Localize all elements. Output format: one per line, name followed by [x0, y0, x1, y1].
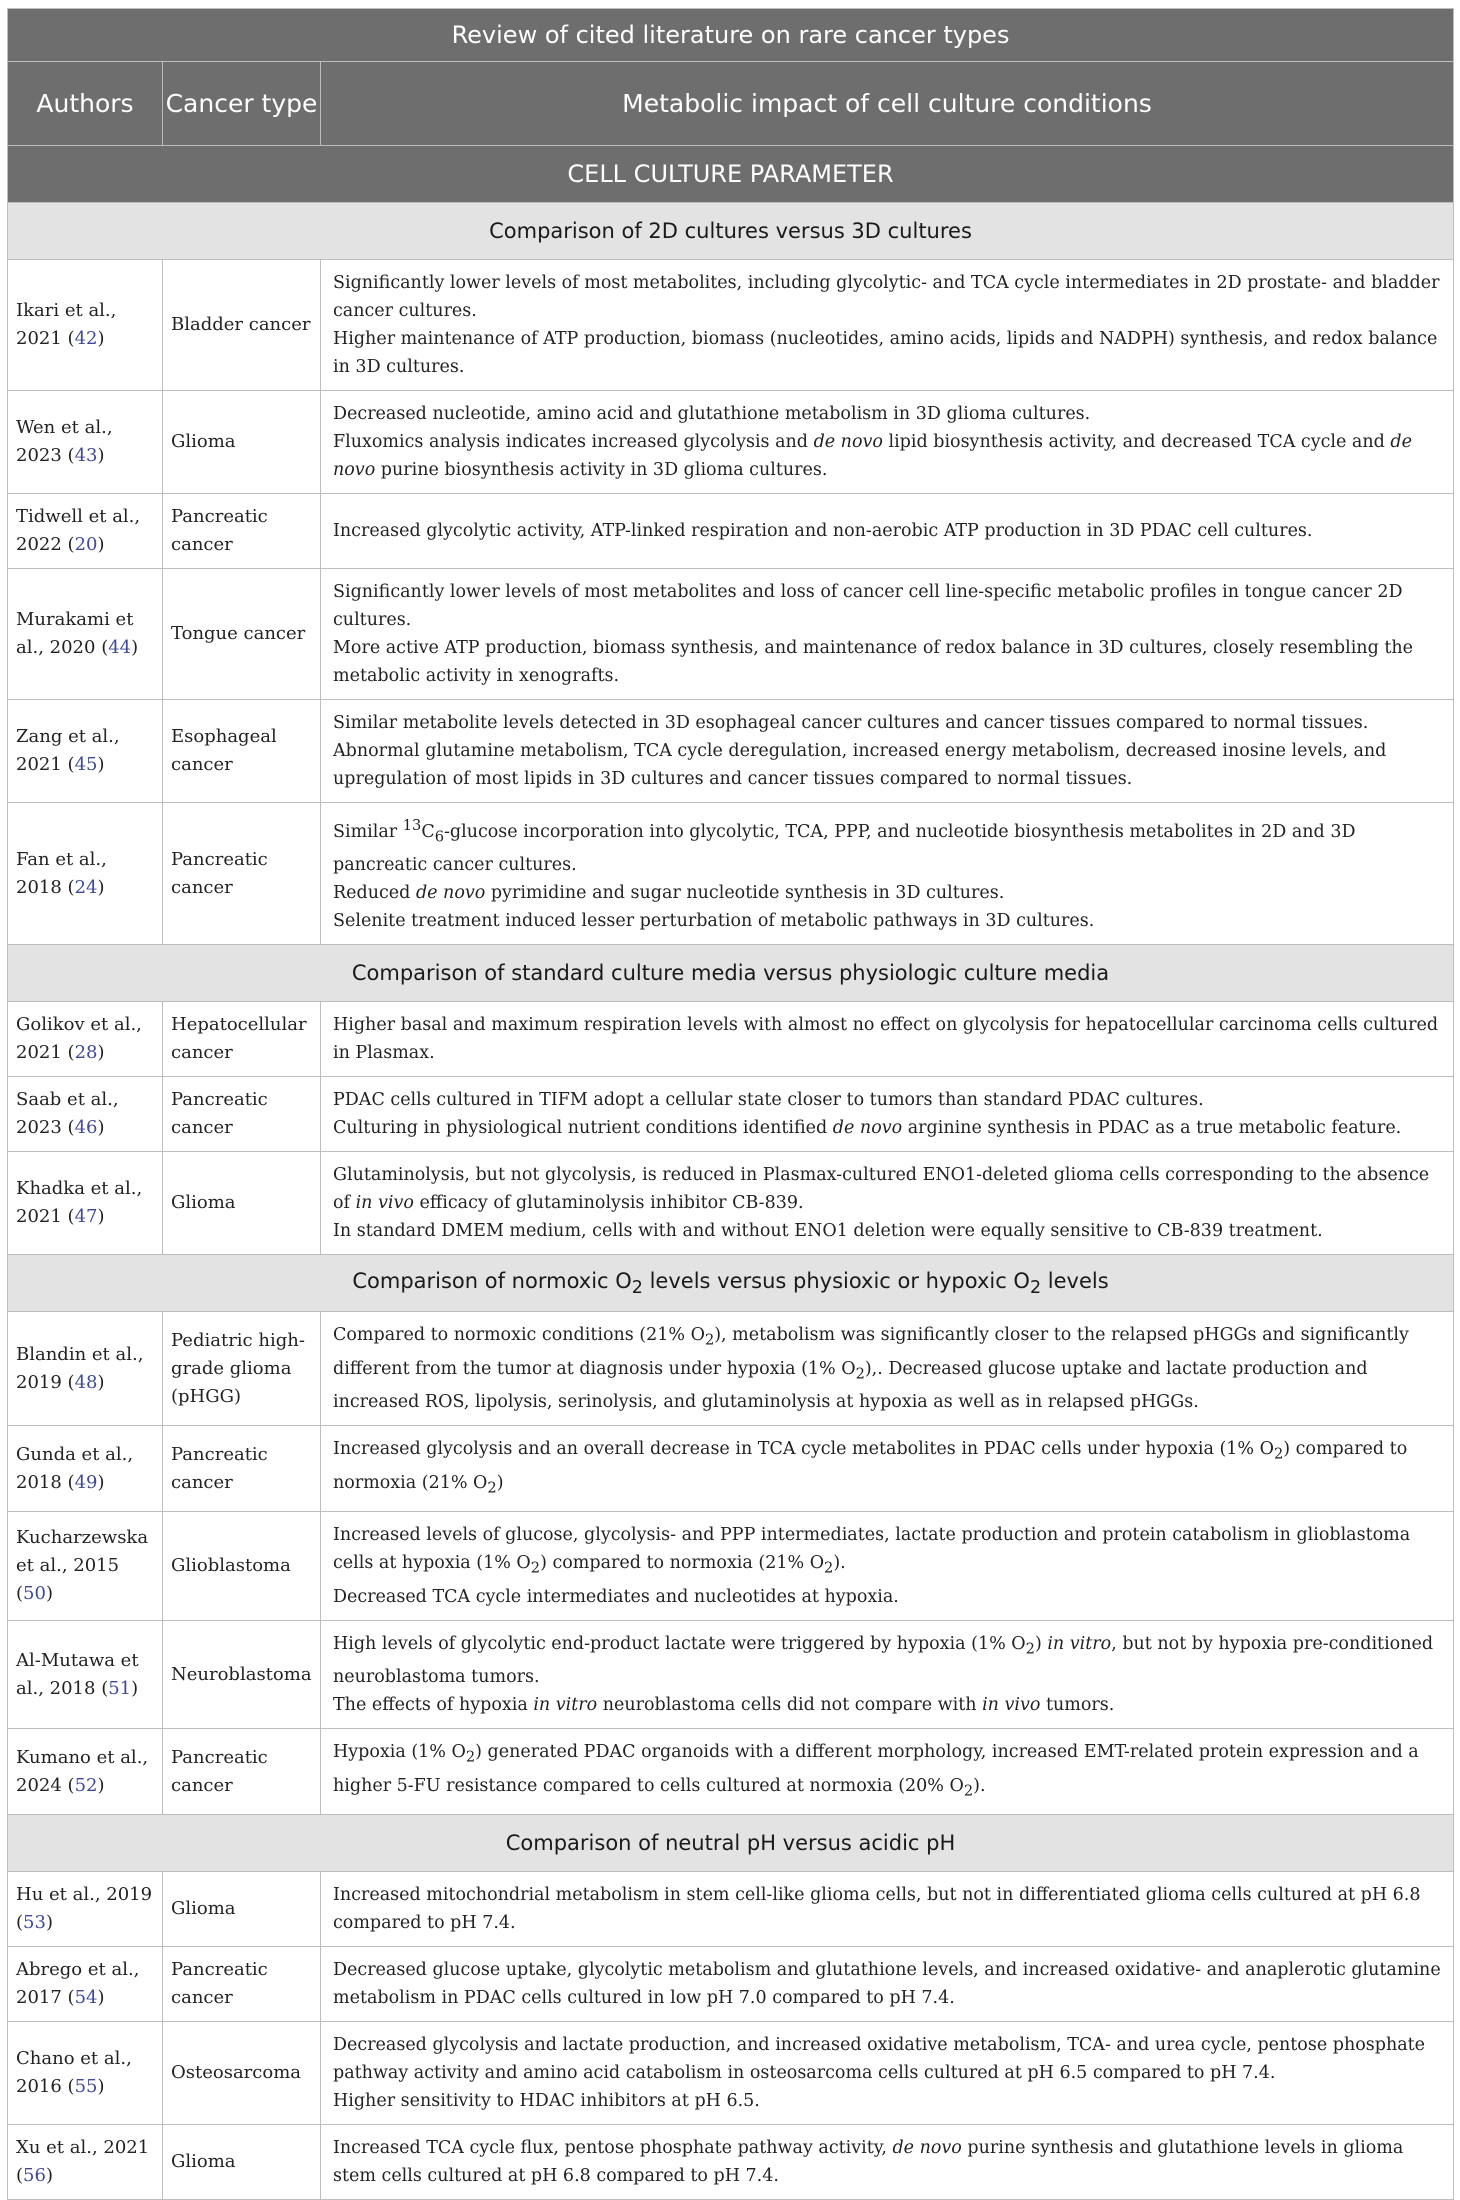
author-text: Kucharzewska et al., 2015	[16, 1527, 149, 1577]
impact-line: Similar $^{13}C_6$-glucose incorporation into glycolytic, TCA, PPP, and nucleotide biosynthesis metabolites in 2D and 3D pancreatic cancer cultures.	[333, 817, 1356, 876]
author-cell: Blandin et al., 2019 (48)	[8, 1312, 163, 1426]
metabolic-impact-cell	[321, 1426, 1454, 1512]
impact-line: High levels of glycolytic end-product lactate were triggered by hypoxia (1% $O_2$) in vitro, but not by hypoxia pre-conditioned neuroblastoma tumors.	[333, 1633, 1434, 1688]
author-text: Wen et al., 2023	[16, 417, 113, 466]
author-text: Murakami et al., 2020	[16, 609, 134, 658]
citation-ref: 45	[74, 754, 98, 775]
impact-line: More active ATP production, biomass synthesis, and maintenance of redox balance in 3D cultures, closely resembling the metabolic activity in xenografts.	[333, 638, 1414, 686]
author-cell: Khadka et al., 2021 (47)	[8, 1152, 163, 1255]
impact-line: Culturing in physiological nutrient conditions identified de novo arginine synthesis in PDAC as a true metabolic feature.	[333, 1118, 1402, 1139]
impact-line: Significantly lower levels of most metabolites, including glycolytic- and TCA cycle intermediates in 2D prostate- and bladder cancer cultures.	[333, 273, 1440, 321]
author-text: Kumano et al., 2024	[16, 1746, 149, 1796]
metabolic-impact-cell	[321, 1002, 1454, 1077]
impact-line: Abnormal glutamine metabolism, TCA cycle deregulation, increased energy metabolism, decreased inosine levels, and upregulation of most lipids in 3D cultures and cancer tissues compared to normal tissues.	[333, 741, 1387, 789]
cancer-type-cell: Neuroblastoma	[163, 1620, 321, 1729]
column-header-authors: Authors	[8, 62, 163, 146]
impact-line: Decreased glycolysis and lactate production, and increased oxidative metabolism, TCA- and urea cycle, pentose phosphate pathway activity and amino acid catabolism in osteosarcoma cells cultured at pH 6.5 compared to pH 7.4.	[333, 2035, 1426, 2084]
metabolic-impact-cell	[321, 1312, 1454, 1426]
citation-ref: 46	[74, 1117, 98, 1139]
impact-line: Higher basal and maximum respiration levels with almost no effect on glycolysis for hepatocellular carcinoma cells cultured in Plasmax.	[333, 1015, 1439, 1064]
author-cell: Kucharzewska et al., 2015 (50)	[8, 1512, 163, 1621]
table-row	[8, 569, 1454, 700]
author-text: Saab et al., 2023	[16, 1089, 119, 1139]
table-row	[8, 1152, 1454, 1255]
table-row	[8, 1426, 1454, 1512]
impact-line: Decreased glucose uptake, glycolytic metabolism and glutathione levels, and increased oxidative- and anaplerotic glutamine metabolism in PDAC cells cultured in low pH 7.0 compared to pH 7.4.	[333, 1960, 1441, 2009]
metabolic-impact-cell	[321, 1947, 1454, 2022]
impact-line: Significantly lower levels of most metabolites and loss of cancer cell line-specific metabolic profiles in tongue cancer 2D cultures.	[333, 582, 1403, 630]
cancer-type-cell: Pancreatic cancer	[163, 1729, 321, 1815]
impact-line: Increased glycolytic activity, ATP-linked respiration and non-aerobic ATP production in 3D PDAC cell cultures.	[333, 521, 1313, 541]
author-text: Xu et al., 2021	[16, 2137, 150, 2159]
table-title: Review of cited literature on rare cancer types	[8, 9, 1454, 62]
citation-ref: 54	[74, 1987, 98, 2009]
author-text: Blandin et al., 2019	[16, 1343, 144, 1393]
table-row	[8, 2022, 1454, 2125]
cancer-type-cell: Glioma	[163, 2125, 321, 2200]
citation-ref: 56	[23, 2165, 46, 2187]
citation-ref: 51	[108, 1677, 132, 1699]
cancer-type-cell: Tongue cancer	[163, 569, 321, 700]
cancer-type-cell: Pancreatic cancer	[163, 1077, 321, 1152]
impact-line: Higher maintenance of ATP production, biomass (nucleotides, amino acids, lipids and NADPH) synthesis, and redox balance in 3D cultures.	[333, 329, 1438, 377]
author-text: Gunda et al., 2018	[16, 1443, 134, 1493]
metabolic-impact-cell	[321, 1512, 1454, 1621]
citation-ref: 42	[74, 328, 98, 349]
impact-line: Reduced de novo pyrimidine and sugar nucleotide synthesis in 3D cultures.	[333, 883, 1005, 904]
metabolic-impact-cell	[321, 1872, 1454, 1947]
author-cell: Gunda et al., 2018 (49)	[8, 1426, 163, 1512]
author-cell: Al-Mutawa et al., 2018 (51)	[8, 1620, 163, 1729]
author-text: Zang et al., 2021	[16, 726, 120, 775]
impact-line: Hypoxia (1% $O_2$) generated PDAC organoids with a different morphology, increased EMT-related protein expression and a higher 5-FU resistance compared to cells cultured at normoxia (20% $O_2$).	[333, 1742, 1419, 1800]
impact-line: Glutaminolysis, but not glycolysis, is reduced in Plasmax-cultured ENO1-deleted glioma cells corresponding to the absence of in vivo efficacy of glutaminolysis inhibitor CB-839.	[333, 1165, 1430, 1214]
table-row	[8, 1872, 1454, 1947]
author-cell: Fan et al., 2018 (24)	[8, 803, 163, 945]
author-text: Abrego et al., 2017	[16, 1959, 140, 2009]
table-row	[8, 1947, 1454, 2022]
author-text: Golikov et al., 2021	[16, 1014, 142, 1064]
citation-ref: 48	[74, 1371, 98, 1393]
impact-line: Increased TCA cycle flux, pentose phosphate pathway activity, de novo purine synthesis and glutathione levels in glioma stem cells cultured at pH 6.8 compared to pH 7.4.	[333, 2138, 1404, 2187]
citation-ref: 28	[74, 1042, 98, 1064]
impact-line: Decreased nucleotide, amino acid and glutathione metabolism in 3D glioma cultures.	[333, 404, 1091, 424]
table-row	[8, 494, 1454, 569]
metabolic-impact-cell	[321, 700, 1454, 803]
metabolic-impact-cell	[321, 391, 1454, 494]
section-heading: Comparison of 2D cultures versus 3D cultures	[8, 203, 1454, 260]
cancer-type-cell: Glioblastoma	[163, 1512, 321, 1621]
impact-line: Higher sensitivity to HDAC inhibitors at pH 6.5.	[333, 2091, 760, 2112]
table-row	[8, 1002, 1454, 1077]
citation-ref: 43	[74, 445, 98, 466]
impact-line: Increased mitochondrial metabolism in stem cell-like glioma cells, but not in differentiated glioma cells cultured at pH 6.8 compared to pH 7.4.	[333, 1885, 1421, 1934]
author-cell: Wen et al., 2023 (43)	[8, 391, 163, 494]
author-cell: Kumano et al., 2024 (52)	[8, 1729, 163, 1815]
impact-line: Compared to normoxic conditions (21% $O_2$), metabolism was significantly closer to the relapsed pHGGs and significantly different from the tumor at diagnosis under hypoxia (1% $O_2$),. Decreased glucose uptake and lactate production and increased ROS, lipolysis, serinolysis, and glutaminolysis at hypoxia as well as in relapsed pHGGs.	[333, 1325, 1409, 1413]
impact-line: Decreased TCA cycle intermediates and nucleotides at hypoxia.	[333, 1586, 899, 1607]
cancer-type-cell: Pediatric high-grade glioma (pHGG)	[163, 1312, 321, 1426]
metabolic-impact-cell	[321, 1620, 1454, 1729]
section-header-row	[8, 203, 1454, 260]
section-heading: Comparison of neutral pH versus acidic pH	[8, 1815, 1454, 1872]
table-row	[8, 1077, 1454, 1152]
metabolic-impact-cell	[321, 2125, 1454, 2200]
author-text: Fan et al., 2018	[16, 848, 107, 898]
cancer-type-cell: Pancreatic cancer	[163, 1426, 321, 1512]
metabolic-impact-cell	[321, 1077, 1454, 1152]
author-text: Khadka et al., 2021	[16, 1178, 143, 1228]
cancer-type-cell: Bladder cancer	[163, 260, 321, 391]
table-row	[8, 2125, 1454, 2200]
table-row	[8, 1512, 1454, 1621]
author-cell: Hu et al., 2019 (53)	[8, 1872, 163, 1947]
cancer-type-cell: Pancreatic cancer	[163, 803, 321, 945]
cancer-type-cell: Hepatocellular cancer	[163, 1002, 321, 1077]
section-header-row	[8, 1255, 1454, 1312]
metabolic-impact-cell	[321, 2022, 1454, 2125]
metabolic-impact-cell	[321, 1729, 1454, 1815]
metabolic-impact-cell	[321, 803, 1454, 945]
metabolic-impact-cell	[321, 260, 1454, 391]
cancer-type-cell: Osteosarcoma	[163, 2022, 321, 2125]
citation-ref: 53	[23, 1912, 46, 1934]
author-cell: Chano et al., 2016 (55)	[8, 2022, 163, 2125]
citation-ref: 44	[108, 637, 132, 658]
impact-line: Fluxomics analysis indicates increased glycolysis and de novo lipid biosynthesis activity, and decreased TCA cycle and de novo purine biosynthesis activity in 3D glioma cultures.	[333, 432, 1412, 480]
literature-table	[7, 8, 1454, 2200]
parameter-header: CELL CULTURE PARAMETER	[8, 146, 1454, 203]
metabolic-impact-cell	[321, 1152, 1454, 1255]
author-cell: Zang et al., 2021 (45)	[8, 700, 163, 803]
author-cell: Murakami et al., 2020 (44)	[8, 569, 163, 700]
metabolic-impact-cell	[321, 569, 1454, 700]
cancer-type-cell: Pancreatic cancer	[163, 494, 321, 569]
impact-line: The effects of hypoxia in vitro neuroblastoma cells did not compare with in vivo tumors.	[333, 1695, 1115, 1716]
table-row	[8, 391, 1454, 494]
impact-line: Increased glycolysis and an overall decrease in TCA cycle metabolites in PDAC cells under hypoxia (1% $O_2$) compared to normoxia (21% $O_2$)	[333, 1439, 1408, 1497]
author-text: Chano et al., 2016	[16, 2048, 132, 2098]
column-header-metabolic-impact: Metabolic impact of cell culture conditions	[321, 62, 1454, 146]
author-cell: Xu et al., 2021 (56)	[8, 2125, 163, 2200]
section-header-row	[8, 945, 1454, 1002]
citation-ref: 20	[74, 534, 98, 555]
author-text: Hu et al., 2019	[16, 1884, 153, 1906]
citation-ref: 47	[74, 1206, 98, 1228]
cancer-type-cell: Glioma	[163, 1152, 321, 1255]
author-cell: Saab et al., 2023 (46)	[8, 1077, 163, 1152]
column-header-cancer-type: Cancer type	[163, 62, 321, 146]
citation-ref: 52	[74, 1774, 98, 1796]
impact-line: In standard DMEM medium, cells with and without ENO1 deletion were equally sensitive to CB-839 treatment.	[333, 1221, 1323, 1242]
table-row	[8, 803, 1454, 945]
citation-ref: 49	[74, 1471, 98, 1493]
table-row	[8, 1312, 1454, 1426]
impact-line: Increased levels of glucose, glycolysis- and PPP intermediates, lactate production and protein catabolism in glioblastoma cells at hypoxia (1% $O_2$) compared to normoxia (21% $O_2$).	[333, 1525, 1411, 1577]
author-text: Al-Mutawa et al., 2018	[16, 1649, 139, 1699]
table-body	[8, 203, 1454, 2200]
impact-line: Selenite treatment induced lesser perturbation of metabolic pathways in 3D cultures.	[333, 911, 1095, 932]
cancer-type-cell: Glioma	[163, 391, 321, 494]
author-text: Tidwell et al., 2022	[16, 506, 141, 555]
table-row	[8, 1620, 1454, 1729]
metabolic-impact-cell	[321, 494, 1454, 569]
author-text: Ikari et al., 2021	[16, 300, 117, 349]
citation-ref: 55	[74, 2076, 98, 2098]
impact-line: PDAC cells cultured in TIFM adopt a cellular state closer to tumors than standard PDAC cultures.	[333, 1090, 1204, 1111]
table-row	[8, 1729, 1454, 1815]
author-cell: Ikari et al., 2021 (42)	[8, 260, 163, 391]
section-heading: Comparison of normoxic $O_2$ levels versus physioxic or hypoxic $O_2$ levels	[8, 1255, 1454, 1312]
author-cell: Golikov et al., 2021 (28)	[8, 1002, 163, 1077]
cancer-type-cell: Pancreatic cancer	[163, 1947, 321, 2022]
section-header-row	[8, 1815, 1454, 1872]
author-cell: Tidwell et al., 2022 (20)	[8, 494, 163, 569]
cancer-type-cell: Glioma	[163, 1872, 321, 1947]
table-row	[8, 700, 1454, 803]
cancer-type-cell: Esophageal cancer	[163, 700, 321, 803]
citation-ref: 24	[74, 876, 98, 898]
impact-line: Similar metabolite levels detected in 3D esophageal cancer cultures and cancer tissues compared to normal tissues.	[333, 713, 1369, 733]
author-cell: Abrego et al., 2017 (54)	[8, 1947, 163, 2022]
section-heading: Comparison of standard culture media versus physiologic culture media	[8, 945, 1454, 1002]
citation-ref: 50	[23, 1583, 46, 1605]
table-row	[8, 260, 1454, 391]
